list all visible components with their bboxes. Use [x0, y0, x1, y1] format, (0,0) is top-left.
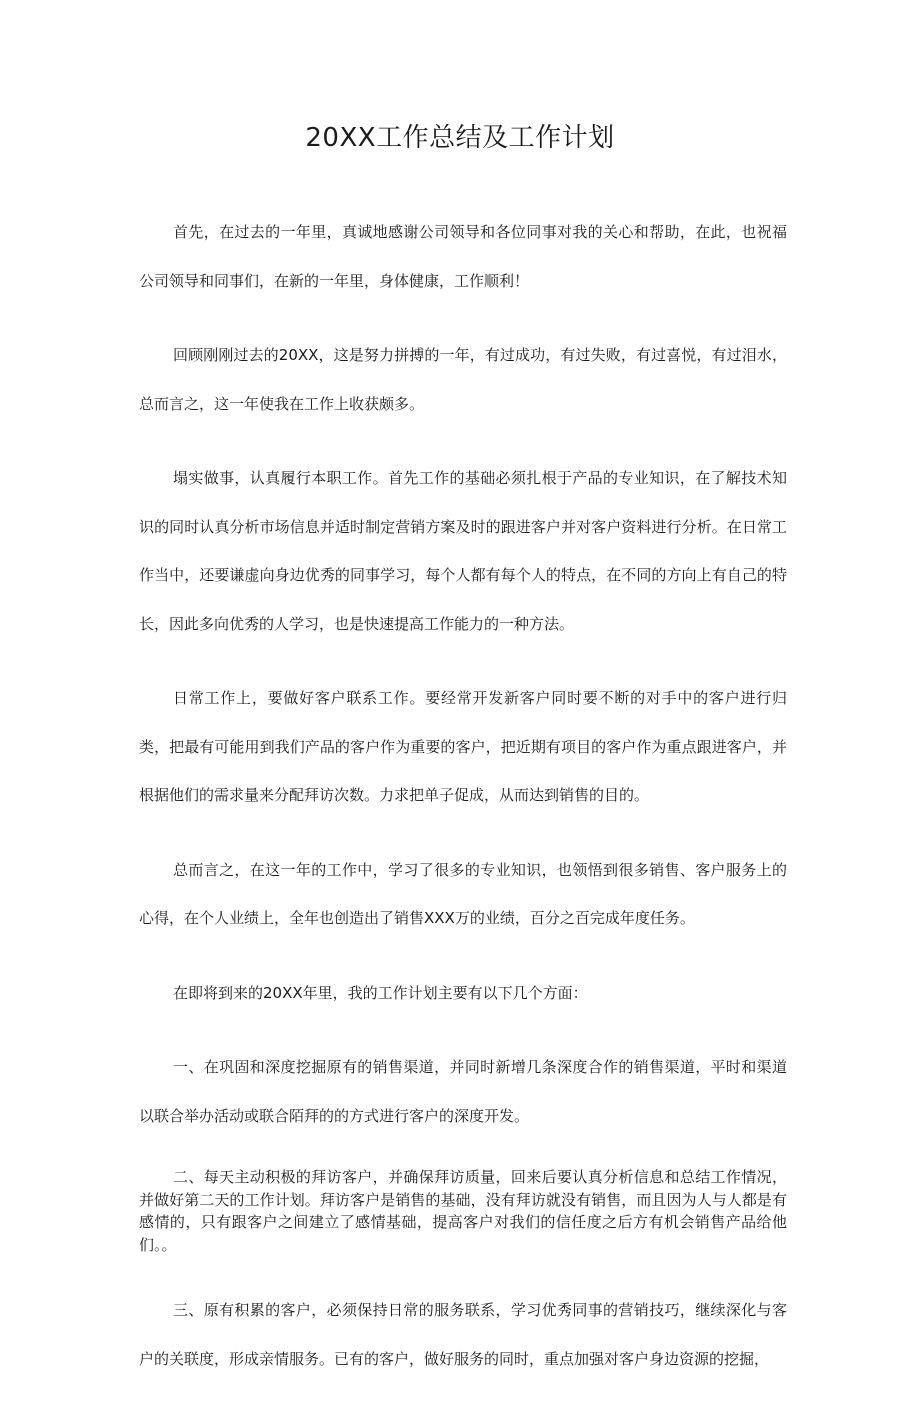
paragraph-plan-item-1: 一、在巩固和深度挖掘原有的销售渠道，并同时新增几条深度合作的销售渠道，平时和渠道以联合举办活动或联合陌拜的的方式进行客户的深度开发。: [139, 1058, 787, 1125]
document-title: 20XX工作总结及工作计划: [305, 123, 615, 153]
paragraph-gratitude: 首先，在过去的一年里，真诚地感谢公司领导和各位同事对我的关心和帮助，在此，也祝福公司领导和同事们，在新的一年里，身体健康，工作顺利！: [139, 223, 787, 290]
paragraph-plan-item-2: 二、每天主动积极的拜访客户，并确保拜访质量，回来后要认真分析信息和总结工作情况，并做好第二天的工作计划。拜访客户是销售的基础，没有拜访就没有销售，而且因为人与人都是有感情的，只有跟客户之间建立了感情基础，提高客户对我们的信任度之后方有机会销售产品给他们。。: [139, 1168, 787, 1254]
paragraph-diligent-work: 塌实做事，认真履行本职工作。首先工作的基础必须扎根于产品的专业知识，在了解技术知识的同时认真分析市场信息并适时制定营销方案及时的跟进客户并对客户资料进行分析。在日常工作当中，还要谦虚向身边优秀的同事学习，每个人都有每个人的特点，在不同的方向上有自己的特长，因此多向优秀的人学习，也是快速提高工作能力的一种方法。: [139, 469, 787, 633]
paragraph-plan-intro: 在即将到来的20XX年里，我的工作计划主要有以下几个方面：: [173, 983, 588, 1002]
paragraph-summary: 总而言之，在这一年的工作中，学习了很多的专业知识，也领悟到很多销售、客户服务上的心得，在个人业绩上，全年也创造出了销售XXX万的业绩，百分之百完成年度任务。: [139, 860, 787, 927]
paragraph-review: 回顾刚刚过去的20XX，这是努力拼搏的一年，有过成功，有过失败，有过喜悦，有过泪水，总而言之，这一年使我在工作上收获颇多。: [139, 346, 787, 413]
paragraph-customer-contact: 日常工作上，要做好客户联系工作。要经常开发新客户同时要不断的对手中的客户进行归类，把最有可能用到我们产品的客户作为重要的客户，把近期有项目的客户作为重点跟进客户，并根据他们的需求量来分配拜访次数。力求把单子促成，从而达到销售的目的。: [139, 689, 787, 804]
document-body: [139, 208, 787, 1409]
paragraph-plan-item-3: 三、原有积累的客户，必须保持日常的服务联系，学习优秀同事的营销技巧，继续深化与客户的关联度，形成亲情服务。已有的客户，做好服务的同时，重点加强对客户身边资源的挖掘，: [139, 1301, 787, 1368]
